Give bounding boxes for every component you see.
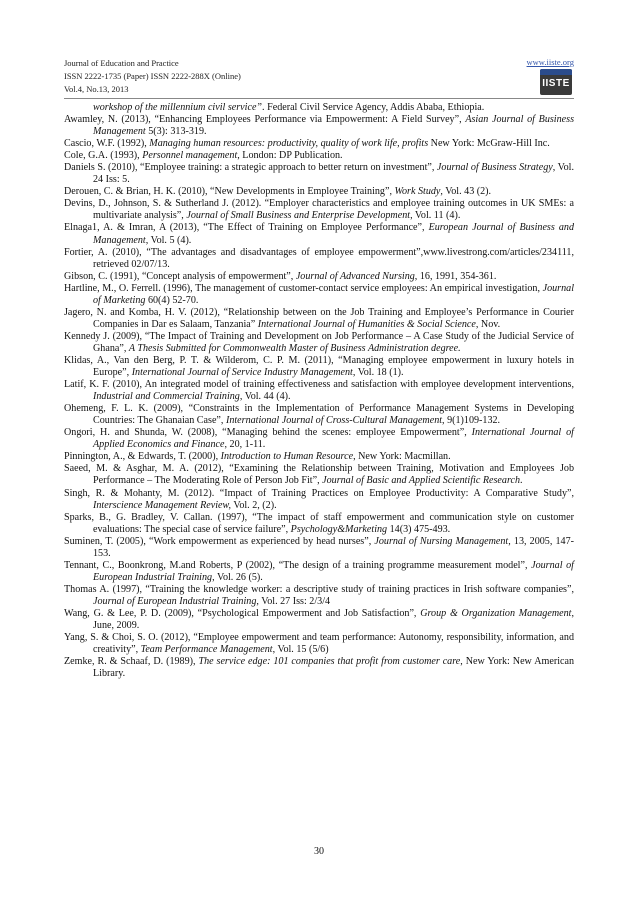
reference-italic-text: Personnel management [142,150,238,162]
journal-title: Journal of Education and Practice [64,58,179,68]
reference-text: Daniels S. (2010), “Employee training: a strategic approach to better return on investment”, [64,162,437,174]
reference-text: , 13, 2005, 147-153. [93,535,574,559]
reference-text: Vol. 2, (2). [230,499,277,511]
reference-text: , June, 2009. [93,607,574,632]
reference-text: , Vol. 44 (4). [239,391,291,403]
reference-text: 14(3) 475-493. [387,523,451,535]
volume-line: Vol.4, No.13, 2013 [64,84,129,94]
reference-text: , Vol. 27 Iss: 2/3/4 [256,595,331,607]
reference-text: , Vol. 24 Iss: 5. [93,162,574,186]
journal-url-link[interactable]: www.iiste.org [526,57,574,67]
reference-italic-text: Journal of Basic and Applied Scientific Research [322,475,521,487]
reference-text: Sparks, B., G. Bradley, V. Callan. (1997), “The impact of staff empowerment and communication style on customer evaluations: The special case of service failure”, [64,511,574,535]
reference-entry [64,283,574,307]
reference-text: New York: McGraw-Hill Inc. [428,138,550,150]
reference-entry [64,355,574,379]
reference-entry [64,222,574,246]
reference-italic-text: The service edge: 101 companies that profit from customer care [198,656,461,668]
reference-entry [64,138,574,150]
reference-italic-text: Industrial and Commercial Training [93,391,240,403]
reference-text: Jagero, N. and Komba, H. V. (2012), “Relationship between on the Job Training and Employee’s Performance in Courier Companies in Dar es Salaam, Tanzania” [64,306,574,330]
reference-italic-text: Journal of European Industrial Training [93,559,574,583]
reference-italic-text: Group & Organization Management [420,607,572,619]
reference-text: Devins, D., Johnson, S. & Sutherland J. (2012). “Employer characteristics and employee training outcomes in UK SMEs: a multivariate analysis”, [64,198,574,222]
reference-italic-text: Introduction to Human Resource [220,451,354,463]
reference-italic-text: Journal of Marketing [93,282,574,306]
reference-text: Fortier, A. (2010), “The advantages and disadvantages of employee empowerment”,www.livestrong.com/articles/234111, retrieved 02/07/13. [64,246,574,270]
reference-entry [64,584,574,608]
reference-entry [64,512,574,536]
reference-entry [64,608,574,632]
reference-italic-text: Journal of Business Strategy [436,162,553,174]
reference-italic-text: A Thesis Submitted for Commonwealth Master of Business Administration degree. [128,342,461,354]
reference-text: Ongori, H. and Shunda, W. (2008), “Managing behind the scenes: employee Empowerment”, [64,427,472,439]
reference-italic-text: Journal of Nursing Management [374,535,509,547]
reference-italic-text: Asian Journal of Business Management [93,114,574,138]
reference-text: Yang, S. & Choi, S. O. (2012), “Employee empowerment and team performance: Autonomy, responsibility, information, and creativity”, [64,632,574,656]
reference-text: Gibson, C. (1991), “Concept analysis of empowerment”, [64,270,296,282]
reference-italic-text: Journal of Advanced Nursing [295,270,415,282]
reference-text: Saeed, M. & Asghar, M. A. (2012), “Examining the Relationship between Training, Motivation and Employees Job Performance – The Moderating Role of Person Job Fit”, [64,463,574,487]
reference-text: , 9(1)109-132. [442,415,501,427]
reference-italic-text: International Journal of Service Industry Management [131,367,353,379]
reference-entry [64,162,574,186]
reference-text: Pinnington, A., & Edwards, T. (2000), [64,451,221,463]
reference-text: Wang, G. & Lee, P. D. (2009), “Psychological Empowerment and Job Satisfaction”, [64,607,421,619]
reference-text: , New York: New American Library. [93,656,575,680]
iiste-logo-text: IISTE [542,78,570,89]
page-number: 30 [314,846,324,857]
reference-text: Tennant, C., Boonkrong, M.and Roberts, P (2002), “The design of a training programme measurement model”, [64,559,532,571]
reference-text: Ohemeng, F. L. K. (2009), “Constraints in the Implementation of Performance Management Systems in Developing Countries: The Ghanaian Case”, [64,403,574,427]
reference-text: . Federal Civil Service Agency, Addis Ababa, Ethiopia. [262,102,485,113]
reference-italic-text: Psychology&Marketing [290,523,388,535]
reference-text: , 20, 1-11. [224,439,266,451]
reference-text: Suminen, T. (2005), “Work empowerment as experienced by head nurses”, [64,535,375,547]
reference-entry [64,307,574,331]
reference-text: Singh, R. & Mohanty, M. (2012). “Impact of Training Practices on Employee Productivity: A Comparative Study”, [64,487,574,499]
reference-text: , New York: Macmillan. [353,451,451,463]
reference-text: Derouen, C. & Brian, H. K. (2010), “New Developments in Employee Training”, [64,186,395,198]
reference-entry [64,114,574,138]
iiste-logo [540,69,572,95]
reference-text: , Vol. 11 (4). [410,210,461,222]
reference-italic-text: International Journal of Cross-Cultural Management [225,415,443,427]
reference-text: Cascio, W.F. (1992), [64,138,150,150]
issn-line: ISSN 2222-1735 (Paper) ISSN 2222-288X (Online) [64,71,241,81]
reference-entry [64,536,574,560]
reference-text: , 16, 1991, 354-361. [414,270,497,282]
reference-entry [64,427,574,451]
reference-entry [64,198,574,222]
reference-entry [64,488,574,512]
reference-italic-text: Team Performance Management [140,644,273,656]
reference-italic-text: Journal of Small Business and Enterprise Development [186,210,411,222]
reference-text: , Vol. 18 (1). [352,367,404,379]
reference-entry [64,632,574,656]
reference-entry [64,560,574,584]
reference-entry [64,186,574,198]
reference-italic-text: Journal of European Industrial Training [93,595,257,607]
reference-entry [64,150,574,162]
reference-italic-text: International Journal of Humanities & Social Science [257,318,476,330]
reference-entry [64,451,574,463]
reference-list [64,102,574,680]
reference-text: , Vol. 26 (5). [212,571,263,583]
reference-text: Klidas, A., Van den Berg, P. T. & Wilderom, C. P. M. (2011), “Managing employee empowerment in luxury hotels in Europe”, [64,354,574,379]
reference-italic-text: workshop of the millennium civil service” [93,102,263,113]
reference-text: , Vol. 15 (5/6) [272,644,329,656]
reference-text: Zemke, R. & Schaaf, D. (1989), [64,656,199,668]
reference-entry [64,102,574,114]
reference-text: Kennedy J. (2009), “The Impact of Training and Development on Job Performance – A Case Study of the Judicial Service of Ghana”, [64,330,574,354]
header-divider [64,98,574,99]
reference-text: 60(4) 52-70. [145,294,199,306]
reference-italic-text: Managing human resources: productivity, quality of work life, profits [149,138,429,150]
reference-text: . [520,475,523,487]
reference-italic-text: International Journal of Applied Economics and Finance [93,427,574,451]
reference-entry [64,271,574,283]
reference-text: Elnaga1, A. & Imran, A (2013), “The Effect of Training on Employee Performance”, [64,222,429,234]
reference-entry [64,463,574,487]
reference-text: Thomas A. (1997), “Training the knowledge worker: a descriptive study of training practices in Irish software companies”, [64,583,574,595]
reference-entry [64,656,574,680]
reference-italic-text: Interscience Management Review, [93,499,231,511]
reference-text: Awamley, N. (2013), “Enhancing Employees Performance via Empowerment: A Field Survey”, [64,114,466,126]
reference-italic-text: European Journal of Business and Management, [93,222,574,246]
reference-text: , Vol. 43 (2). [440,186,492,198]
reference-text: Cole, G.A. (1993), [64,150,143,162]
reference-entry [64,331,574,355]
reference-entry [64,247,574,271]
reference-text: Latif, K. F. (2010), An integrated model of training effectiveness and satisfaction with employee development interventions, [64,379,574,391]
reference-text: Vol. 5 (4). [148,234,192,246]
reference-text: , London: DP Publication. [237,150,343,162]
reference-text: Hartline, M., O. Ferrell. (1996), The management of customer-contact service employees: An empirical investigation, [64,282,543,294]
reference-entry [64,379,574,403]
reference-italic-text: Work Study [394,186,441,198]
reference-text: 5(3): 313-319. [145,126,207,138]
reference-text: , Nov. [475,318,501,330]
reference-entry [64,403,574,427]
